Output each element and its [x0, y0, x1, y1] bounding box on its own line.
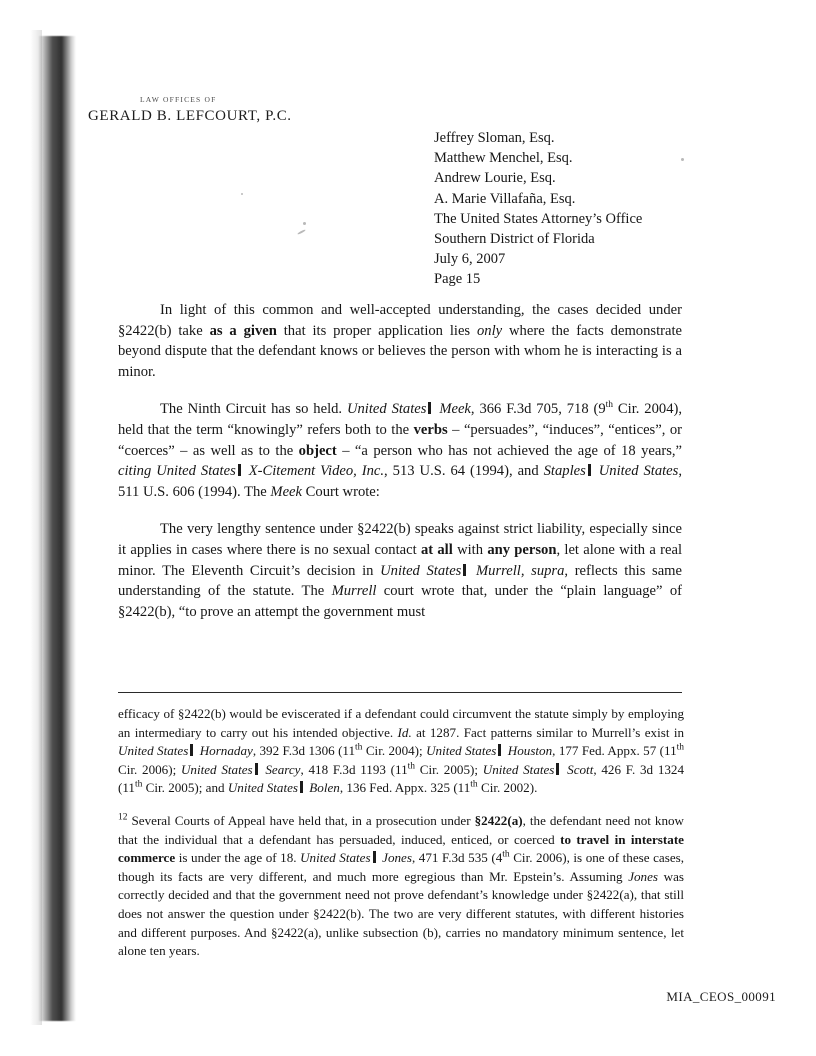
addressee-line: Jeffrey Sloman, Esq.	[434, 130, 555, 146]
footnote-continued	[118, 705, 684, 798]
fnc-sup4: th	[134, 780, 143, 791]
versus-mark	[463, 564, 466, 576]
p2-seg3: , 366 F.3d 705, 718 (9	[470, 401, 606, 418]
fnc-seg8: Cir. 2006);	[118, 761, 181, 777]
fnc-seg12: Scott	[562, 761, 594, 777]
fnc-seg3: Hornaday	[196, 743, 253, 759]
p2-seg10: , 511 U.S. 606 (1994). The	[118, 463, 682, 500]
fnc-ital4: United States	[180, 761, 253, 777]
p2-bold2: object	[298, 442, 337, 459]
fn12-seg5: , 471 F.3d 535 (4	[411, 850, 503, 866]
p2-ital3: Staples	[543, 463, 586, 480]
p3-seg4: Murrell, supra	[469, 562, 565, 579]
fnc-seg4: , 392 F.3d 1306 (11	[252, 743, 356, 759]
scan-speck	[241, 193, 243, 195]
p2-ital2: citing United States	[118, 463, 236, 480]
addressee-line: Matthew Menchel, Esq.	[434, 150, 573, 167]
fnc-seg14: Cir. 2005); and	[142, 780, 228, 796]
p1-seg1: In light of this common and well-accepted understanding, the cases decided under §2422(b) take	[118, 302, 682, 339]
fnc-seg5: Cir. 2004);	[362, 743, 427, 759]
fnc-seg7: , 177 Fed. Appx. 57 (11	[552, 743, 677, 759]
fn12-seg1: Several Courts of Appeal have held that, in a prosecution under	[127, 812, 475, 828]
fnc-sup1: th	[355, 742, 363, 753]
scan-edge-gradient	[30, 30, 42, 1025]
p1-seg3: where the facts demonstrate beyond dispute that the defendant knows or believes the person with whom he is interacting is a minor.	[118, 322, 683, 380]
scan-speck	[303, 222, 306, 225]
letterhead	[88, 96, 292, 125]
fn12-seg4: Jones	[378, 850, 412, 866]
addressee-block	[434, 128, 642, 290]
fn12-ital2: Jones	[628, 868, 659, 884]
fnc-seg10: , 418 F.3d 1193 (11	[300, 761, 408, 777]
addressee-line: The United States Attorney’s Office	[434, 210, 643, 227]
fn12-seg7: was correctly decided and that the government need not prove defendant’s knowledge under §2422(a), that still does not answer the question under §2422(b). The two are very different statutes, with different histories and different purposes. And §2422(a), unlike subsection (b), carries no mandatory minimum sentence, let alone ten years.	[118, 868, 685, 959]
p2-seg5: – “persuades”, “induces”, “entices”, or “coerces” – as well as to the	[118, 421, 682, 459]
fnc-sup2: th	[676, 742, 685, 753]
versus-mark	[190, 744, 193, 756]
fnc-seg2: at 1287. Fact patterns similar to Murrell’s exist in	[411, 724, 684, 740]
paragraph-1	[118, 300, 682, 382]
paragraph-2	[118, 399, 682, 502]
versus-mark	[373, 851, 376, 863]
fn12-seg6: Cir. 2006), is one of these cases, though its facts are very different, and much more egregious than Mr. Epstein’s. Assuming	[118, 850, 685, 884]
addressee-line: Andrew Lourie, Esq.	[434, 170, 556, 187]
addressee-line: Southern District of Florida	[434, 231, 595, 248]
p2-seg4: Cir. 2004), held that the term “knowingly” refers both to the	[118, 401, 682, 438]
p3-seg2: with	[452, 541, 488, 558]
footnote-12	[118, 812, 684, 961]
fn12-sup1: th	[502, 849, 510, 860]
p2-seg11: Court wrote:	[302, 483, 380, 500]
letterhead-small-line: LAW OFFICES OF	[140, 95, 217, 104]
fnc-seg9: Searcy	[260, 761, 301, 777]
fnc-ital2: United States	[118, 743, 189, 759]
versus-mark	[428, 402, 431, 414]
scan-speck	[681, 158, 684, 161]
p3-bold1: at all	[420, 541, 453, 558]
fnc-seg1: efficacy of §2422(b) would be eviscerated if a defendant could circumvent the statute simply by employing an intermediary to carry out his intended objective.	[118, 706, 684, 740]
fnc-seg6: Houston	[504, 743, 553, 759]
footnote-separator	[118, 692, 682, 693]
fn12-seg3: is under the age of 18.	[175, 850, 301, 866]
scan-speck	[297, 229, 306, 235]
p1-bold1: as a given	[209, 322, 277, 339]
letterhead-firm-name: GERALD B. LEFCOURT, P.C.	[88, 107, 292, 124]
versus-mark	[588, 464, 591, 476]
fn12-ital1: United States	[300, 850, 371, 866]
addressee-line: A. Marie Villafaña, Esq.	[434, 190, 576, 207]
p3-seg5: , reflects this same understanding of the statute. The	[118, 562, 682, 600]
fn12-seg2: , the defendant need not know that the individual that a defendant has persuaded, induced, enticed, or coerced	[118, 812, 684, 847]
fnc-sup3: th	[407, 761, 416, 772]
p2-bold1: verbs	[413, 421, 448, 438]
fn12-bold1: §2422(a)	[474, 812, 523, 828]
fnc-seg17: Cir. 2002).	[477, 780, 538, 796]
p2-ital4: Meek	[270, 483, 303, 500]
p1-seg2: that its proper application lies	[276, 322, 477, 339]
p3-seg6: court wrote that, under the “plain language” of §2422(b), “to prove an attempt the government must	[118, 583, 682, 620]
p3-seg3: , let alone with a real minor. The Eleventh Circuit’s decision in	[118, 541, 682, 579]
p2-sup1: th	[605, 400, 614, 411]
p2-seg9: United States	[593, 463, 679, 480]
versus-mark	[498, 744, 501, 756]
versus-mark	[556, 763, 559, 775]
fnc-ital5: United States	[482, 761, 555, 777]
body-text	[118, 300, 682, 639]
fnc-seg13: , 426 F. 3d 1324 (11	[118, 761, 685, 796]
fn12-bold2: to travel in interstate commerce	[118, 831, 684, 866]
fnc-ital3: United States	[426, 743, 497, 759]
fnc-ital6: United States	[227, 780, 299, 796]
p3-bold2: any person	[487, 541, 557, 558]
p3-ital1: United States	[380, 562, 462, 579]
footnotes	[118, 705, 684, 975]
page-number: Page 15	[434, 271, 481, 288]
fnc-seg16: , 136 Fed. Appx. 325 (11	[339, 780, 471, 796]
fnc-seg11: Cir. 2005);	[415, 761, 483, 777]
p2-seg8: , 513 U.S. 64 (1994), and	[384, 463, 544, 480]
p2-ital1: United States	[346, 401, 427, 418]
bates-number: MIA_CEOS_00091	[666, 989, 776, 1004]
addressee-date: July 6, 2007	[434, 251, 506, 268]
p3-seg1: The very lengthy sentence under §2422(b) speaks against strict liability, especially since it applies in cases where there is no sexual contact	[118, 521, 682, 558]
fnc-ital1: Id.	[397, 724, 412, 740]
p2-seg2: Meek	[434, 401, 471, 418]
fnc-seg15: Bolen	[306, 780, 340, 796]
p1-ital1: only	[477, 322, 503, 339]
versus-mark	[300, 781, 303, 793]
versus-mark	[255, 763, 258, 775]
paragraph-3	[118, 519, 682, 622]
versus-mark	[238, 464, 241, 476]
p2-seg7: X-Citement Video, Inc.	[243, 463, 385, 480]
p3-ital2: Murrell	[331, 583, 377, 600]
fn12-marker: 12	[118, 812, 128, 823]
p2-seg1: The Ninth Circuit has so held.	[160, 401, 347, 418]
p2-seg6: – “a person who has not achieved the age of 18 years,”	[336, 442, 682, 459]
scan-edge-shadow	[38, 36, 76, 1021]
fnc-sup5: th	[470, 780, 478, 791]
